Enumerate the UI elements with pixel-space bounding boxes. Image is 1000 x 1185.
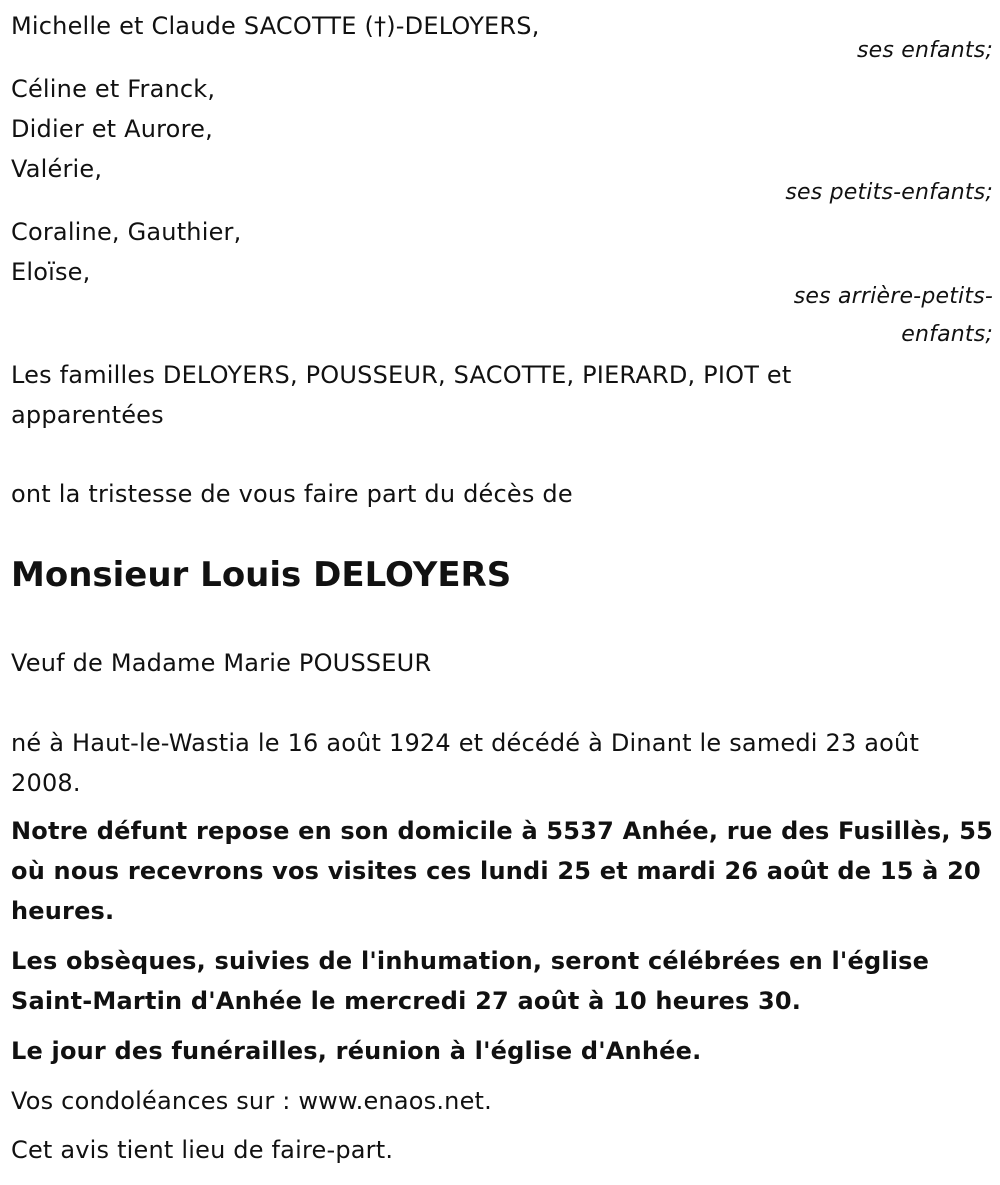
announcement: ont la tristesse de vous faire part du décès de: [11, 480, 573, 508]
visitation-line-3: heures.: [11, 897, 115, 925]
grandchildren-line-3: Valérie,: [11, 155, 103, 183]
grandchildren-line-1: Céline et Franck,: [11, 75, 216, 103]
birth-death-line-1: né à Haut-le-Wastia le 16 août 1924 et décédé à Dinant le samedi 23 août: [11, 729, 920, 757]
gathering-info: Le jour des funérailles, réunion à l'église d'Anhée.: [11, 1037, 702, 1065]
children-role: ses enfants;: [856, 38, 993, 63]
great-grandchildren-role-line-2: enfants;: [901, 322, 993, 347]
great-grandchildren-role-line-1: ses arrière-petits-: [793, 284, 993, 309]
visitation-line-2: où nous recevrons vos visites ces lundi 25 et mardi 26 août de 15 à 20: [11, 857, 981, 885]
families-line-1: Les familles DELOYERS, POUSSEUR, SACOTTE, PIERARD, PIOT et: [11, 361, 792, 389]
grandchildren-role: ses petits-enfants;: [785, 180, 993, 205]
birth-death-line-2: 2008.: [11, 769, 81, 797]
grandchildren-line-2: Didier et Aurore,: [11, 115, 213, 143]
funeral-line-2: Saint-Martin d'Anhée le mercredi 27 août à 10 heures 30.: [11, 987, 802, 1015]
deceased-name: Monsieur Louis DELOYERS: [11, 555, 512, 595]
children-names: Michelle et Claude SACOTTE (†)-DELOYERS,: [11, 12, 540, 40]
great-grandchildren-line-2: Eloïse,: [11, 258, 91, 286]
condolences-info: Vos condoléances sur : www.enaos.net.: [11, 1087, 492, 1115]
funeral-line-1: Les obsèques, suivies de l'inhumation, seront célébrées en l'église: [11, 947, 930, 975]
notice-text: Cet avis tient lieu de faire-part.: [11, 1136, 394, 1164]
widower-of: Veuf de Madame Marie POUSSEUR: [11, 649, 432, 677]
great-grandchildren-line-1: Coraline, Gauthier,: [11, 218, 242, 246]
families-line-2: apparentées: [11, 401, 164, 429]
visitation-line-1: Notre défunt repose en son domicile à 5537 Anhée, rue des Fusillès, 55: [11, 817, 994, 845]
